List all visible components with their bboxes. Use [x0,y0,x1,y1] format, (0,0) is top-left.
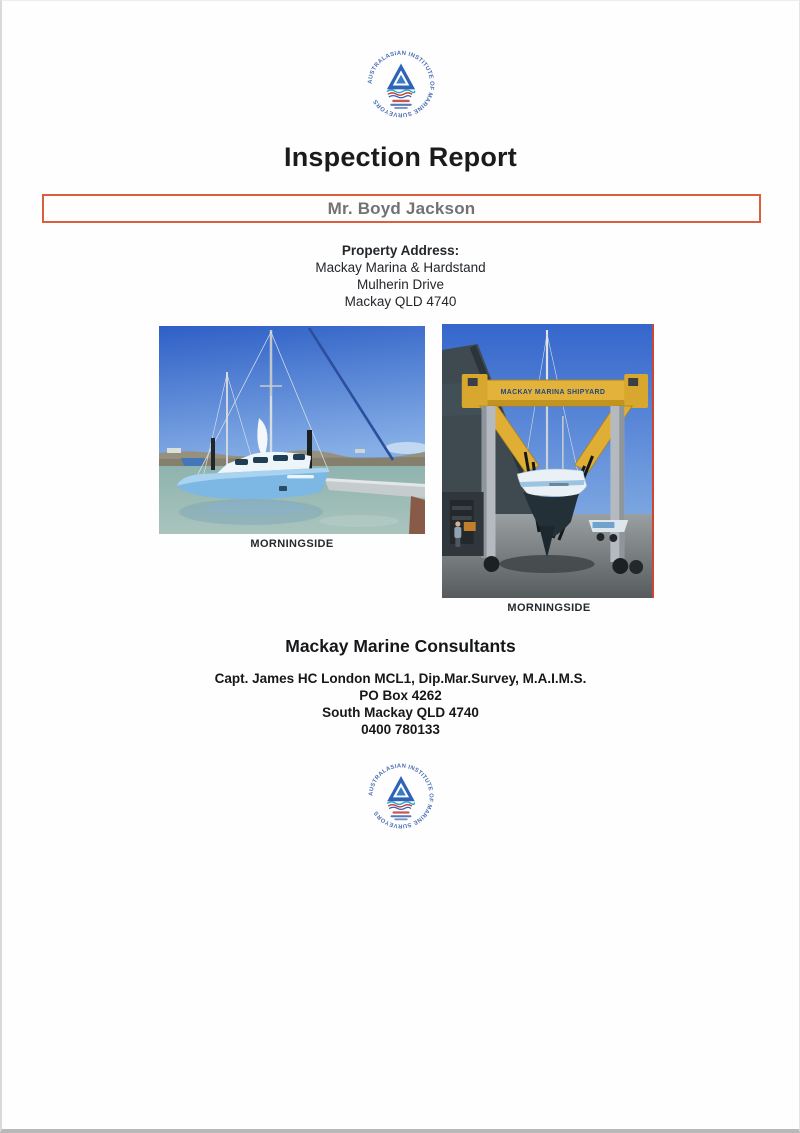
seal-wave-lines [387,802,414,810]
client-name: Mr. Boyd Jackson [327,198,476,218]
page-title: Inspection Report [284,142,517,172]
consultant-credentials: Capt. James HC London MCL1, Dip.Mar.Survey, M.A.I.M.S. [214,671,587,686]
crane-sign-text: MACKAY MARINA SHIPYARD [500,388,606,397]
hull-name-smudge [549,483,569,486]
piling [211,438,215,470]
shadow [499,555,594,573]
seal-microtext [390,811,411,820]
crane-wheel [484,556,500,572]
yard-equipment [442,492,484,556]
distant-boat [181,458,205,466]
consultant-phone: 0400 780133 [361,722,440,737]
institute-seal-icon [363,758,439,839]
seal-triangle-logo [386,64,414,90]
seal-triangle-logo [387,776,415,801]
seal-ring-text: AUSTRALASIAN INSTITUTE OF MARINE SURVEYORS [367,50,434,118]
seal-microtext [390,100,411,109]
photo-caption-right: MORNINGSIDE [507,602,591,614]
property-address-label: Property Address: [341,243,460,258]
porthole [279,486,287,491]
sky [159,326,425,466]
property-address-line: Mackay Marina & Hardstand [315,260,486,275]
photo-vessel-travel-lift [442,324,654,598]
photo-vessel-moored [159,326,425,534]
property-address-line: Mulherin Drive [356,277,445,292]
seal-wave-lines [387,90,414,98]
property-address-line: Mackay QLD 4740 [344,294,457,309]
photo-caption-left: MORNINGSIDE [250,538,334,550]
consultant-company-name: Mackay Marine Consultants [285,636,516,656]
hull-name-smudge [287,475,314,478]
consultant-po-box: PO Box 4262 [359,688,442,703]
institute-seal-icon [362,45,440,128]
dock-ramp [409,496,425,534]
seal-ring-text: AUSTRALASIAN INSTITUTE OF MARINE SURVEYORS [367,763,434,829]
consultant-city: South Mackay QLD 4740 [322,705,479,720]
property-address-block [2,242,799,310]
consultant-block [2,636,799,738]
crane-wheel [629,560,643,574]
crane-wheel [612,558,628,574]
client-name-box [42,194,761,223]
